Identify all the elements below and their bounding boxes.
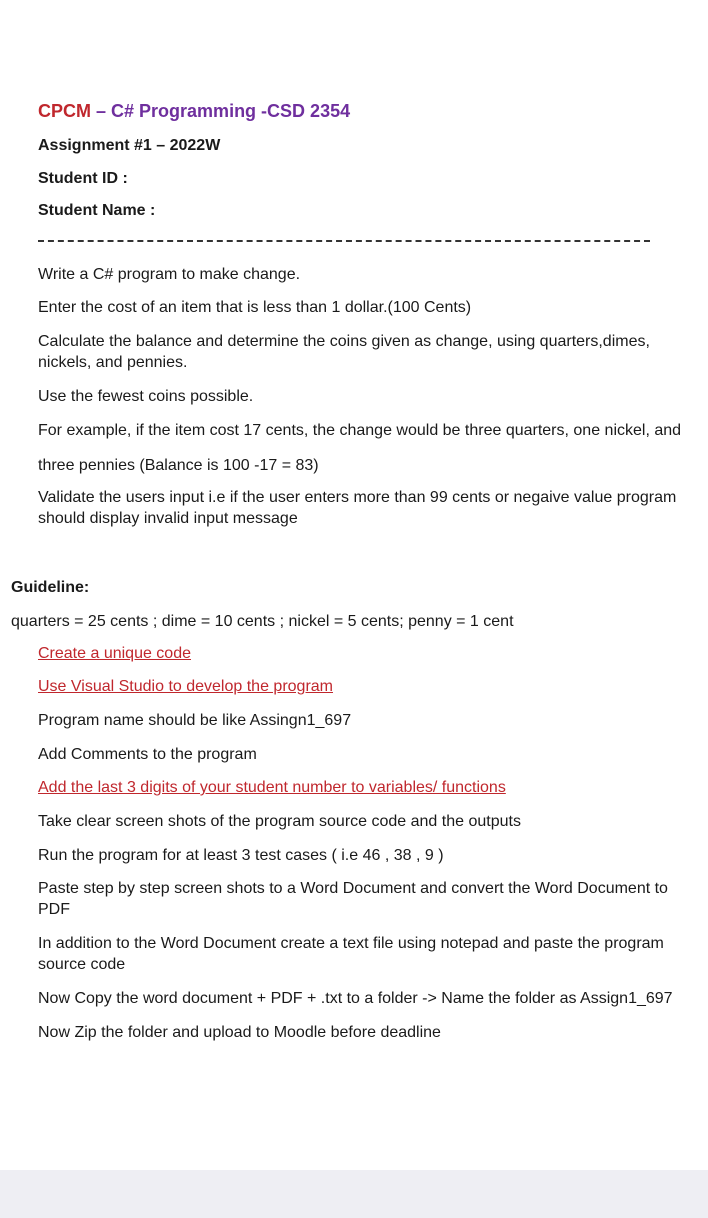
description-line: three pennies (Balance is 100 -17 = 83) (38, 457, 319, 474)
guideline-item: Add Comments to the program (38, 746, 257, 763)
guideline-item-link[interactable]: Add the last 3 digits of your student number to variables/ functions (38, 779, 506, 796)
description-line: Write a C# program to make change. (38, 266, 301, 283)
course-name: – C# Programming -CSD 2354 (96, 101, 351, 121)
guideline-item: Program name should be like Assingn1_697 (38, 712, 352, 729)
description-line: Enter the cost of an item that is less than 1 dollar.(100 Cents) (38, 299, 472, 316)
guideline-item: Paste step by step screen shots to a Word Document and convert the Word Document to PDF (38, 880, 668, 918)
description-line: For example, if the item cost 17 cents, the change would be three quarters, one nickel, and (38, 422, 682, 439)
course-prefix: CPCM (38, 101, 91, 121)
guideline-item-link[interactable]: Create a unique code (38, 645, 191, 662)
student-id-label: Student ID : (38, 170, 128, 187)
dashed-divider (38, 240, 650, 242)
guideline-item: Now Zip the folder and upload to Moodle before deadline (38, 1024, 441, 1041)
bottom-band (0, 1170, 708, 1218)
student-name-label: Student Name : (38, 202, 156, 219)
description-line: Use the fewest coins possible. (38, 388, 254, 405)
description-line: Validate the users input i.e if the user enters more than 99 cents or negaive value program should display invalid input message (38, 489, 677, 527)
guideline-heading: Guideline: (11, 579, 90, 596)
guideline-item: Now Copy the word document + PDF + .txt to a folder -> Name the folder as Assign1_697 (38, 990, 673, 1007)
guideline-item: Take clear screen shots of the program source code and the outputs (38, 813, 521, 830)
guideline-item: In addition to the Word Document create a text file using notepad and paste the program source code (38, 935, 664, 973)
guideline-item-link[interactable]: Use Visual Studio to develop the program (38, 678, 333, 695)
page-title (38, 101, 698, 122)
assignment-label: Assignment #1 – 2022W (38, 137, 221, 154)
coin-values: quarters = 25 cents ; dime = 10 cents ; nickel = 5 cents; penny = 1 cent (11, 613, 514, 630)
guideline-item: Run the program for at least 3 test cases ( i.e 46 , 38 , 9 ) (38, 847, 444, 864)
description-line: Calculate the balance and determine the coins given as change, using quarters,dimes, nickels, and pennies. (38, 333, 650, 371)
